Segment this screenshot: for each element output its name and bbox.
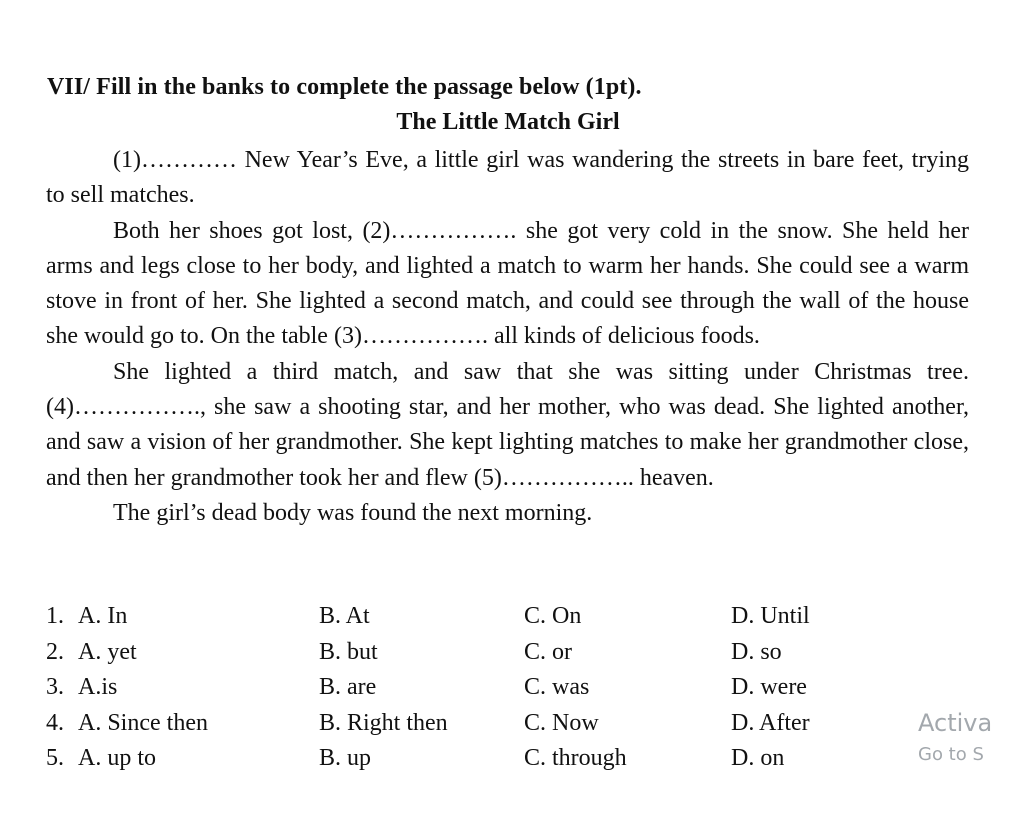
question-row-2: [46, 639, 906, 675]
option-c: C. through: [524, 745, 627, 771]
option-c: C. On: [524, 603, 582, 629]
exercise-heading: VII/ Fill in the banks to complete the passage below (1pt).: [47, 74, 642, 100]
question-number: 5.: [46, 745, 64, 771]
option-b: B. but: [319, 638, 378, 665]
question-number: 1.: [46, 603, 64, 629]
watermark-line-2: Go to S: [918, 744, 984, 765]
option-a: A. Since then: [78, 709, 208, 736]
question-row-3: [46, 674, 906, 710]
option-d: D. After: [731, 709, 810, 736]
option-c: C. Now: [524, 709, 599, 736]
watermark-line-1: Activa: [918, 709, 993, 737]
option-c: C. or: [524, 638, 572, 665]
option-d: D. Until: [731, 603, 810, 629]
option-c: C. was: [524, 674, 590, 700]
option-b: B. up: [319, 745, 372, 771]
question-number: 4.: [46, 709, 64, 736]
paragraph-1: (1)………… New Year’s Eve, a little girl was wandering the streets in bare feet, trying to sell matches.: [46, 147, 969, 209]
paragraph-2: Both her shoes got lost, (2)……………. she got very cold in the snow. She held her arms and legs close to her body, and lighted a match to warm her hands. She could see a warm stove in front of her. She lighted a second match, and could see through the wall of the house she would go to. On the table (3)……………. all kinds of delicious foods.: [46, 217, 969, 350]
option-a: A. In: [78, 603, 128, 629]
option-a: A. yet: [78, 638, 137, 665]
option-a: A. up to: [78, 745, 156, 771]
option-a: A.is: [78, 674, 118, 700]
question-number: 2.: [46, 638, 64, 665]
option-d: D. so: [731, 638, 782, 665]
question-row-1: [46, 603, 906, 639]
passage-title: The Little Match Girl: [396, 109, 620, 135]
option-d: D. on: [731, 745, 785, 771]
paragraph-4: The girl’s dead body was found the next morning.: [113, 499, 593, 526]
option-b: B. At: [319, 603, 370, 629]
option-b: B. are: [319, 674, 377, 700]
option-d: D. were: [731, 674, 807, 700]
passage: [46, 143, 969, 531]
answer-options: [46, 603, 906, 781]
question-number: 3.: [46, 674, 64, 700]
paragraph-3: She lighted a third match, and saw that she was sitting under Christmas tree. (4)……………., she saw a shooting star, and her mother, who was dead. She lighted another, and saw a vision of her grandmother. She kept lighting matches to make her grandmother close, and then her grandmother took her and flew (5)…………….. heaven.: [46, 358, 969, 491]
question-row-4: [46, 710, 906, 746]
question-row-5: [46, 745, 906, 781]
option-b: B. Right then: [319, 709, 448, 736]
windows-activation-watermark: [918, 709, 992, 765]
